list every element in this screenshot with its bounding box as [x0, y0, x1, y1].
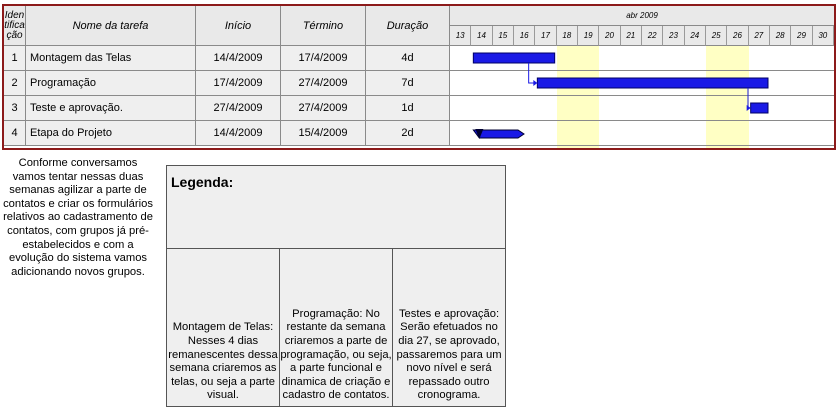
header-duration: Duração [366, 6, 450, 46]
task-end-cell: 27/4/2009 [281, 96, 366, 121]
day-label: 23 [663, 26, 684, 46]
task-start-cell: 14/4/2009 [196, 46, 281, 71]
month-label: abr 2009 [450, 6, 834, 26]
task-start-cell: 17/4/2009 [196, 71, 281, 96]
task-id-cell: 2 [4, 71, 26, 96]
day-label: 22 [642, 26, 663, 46]
day-label: 25 [706, 26, 727, 46]
legend-box [166, 165, 506, 407]
legend-title: Legenda: [171, 174, 234, 190]
table-row[interactable] [4, 121, 450, 146]
legend-testes: Testes e aprovação: Serão efetuados no dia 27, se aprovado, passaremos para um novo nível e será repassado outro cronograma. [396, 307, 502, 402]
task-name-cell: Etapa do Projeto [26, 121, 196, 146]
day-label: 19 [578, 26, 599, 46]
task-start-cell: 27/4/2009 [196, 96, 281, 121]
day-label: 14 [471, 26, 492, 46]
day-label: 21 [621, 26, 642, 46]
header-start: Início [196, 6, 281, 46]
task-duration-cell: 7d [366, 71, 450, 96]
task-name-cell: Programação [26, 71, 196, 96]
header-id: Iden tifica ção [4, 6, 26, 46]
legend-montagem: Montagem de Telas: Nesses 4 dias remanescentes dessa semana criaremos as telas, ou seja a parte visual. [167, 249, 280, 406]
gantt-bars [450, 6, 834, 148]
task-id-cell: 3 [4, 96, 26, 121]
arrow-head [747, 105, 751, 111]
day-label: 15 [493, 26, 514, 46]
task-id-cell: 1 [4, 46, 26, 71]
task-end-cell: 17/4/2009 [281, 46, 366, 71]
table-row[interactable] [4, 46, 450, 71]
gantt-chart [450, 6, 834, 148]
task-bar[interactable] [537, 78, 768, 88]
day-label: 24 [685, 26, 706, 46]
day-label: 17 [535, 26, 556, 46]
day-label: 20 [599, 26, 620, 46]
table-row[interactable] [4, 96, 450, 121]
task-id-cell: 4 [4, 121, 26, 146]
day-label: 29 [791, 26, 812, 46]
dependency-arrow [529, 63, 538, 83]
gantt-table [2, 4, 836, 150]
day-label: 27 [749, 26, 770, 46]
legend-programacao: Programação: No restante da semana criaremos a parte de programação, ou seja, a parte funcional e dinamica de criação e cadastro de contatos. [280, 249, 393, 406]
task-bar[interactable] [751, 103, 768, 113]
task-duration-cell: 2d [366, 121, 450, 146]
day-label: 13 [450, 26, 471, 46]
task-start-cell: 14/4/2009 [196, 121, 281, 146]
header-end: Término [281, 6, 366, 46]
task-duration-cell: 1d [366, 96, 450, 121]
day-label: 18 [557, 26, 578, 46]
task-end-cell: 27/4/2009 [281, 71, 366, 96]
day-label: 26 [727, 26, 748, 46]
day-label: 30 [813, 26, 834, 46]
task-name-cell: Teste e aprovação. [26, 96, 196, 121]
arrow-head [533, 80, 537, 86]
task-end-cell: 15/4/2009 [281, 121, 366, 146]
header-task-name: Nome da tarefa [26, 6, 196, 46]
day-label: 28 [770, 26, 791, 46]
task-bar[interactable] [473, 53, 554, 63]
project-note: Conforme conversamos vamos tentar nessas duas semanas agilizar a parte de contatos e criar os formulários relativos ao cadastramento de contatos, com grupos já pré-estabelecidos e com a evolução do sistema vamos adicionando novos grupos. [3, 157, 153, 278]
day-label: 16 [514, 26, 535, 46]
task-name-cell: Montagem das Telas [26, 46, 196, 71]
task-duration-cell: 4d [366, 46, 450, 71]
table-row[interactable] [4, 71, 450, 96]
